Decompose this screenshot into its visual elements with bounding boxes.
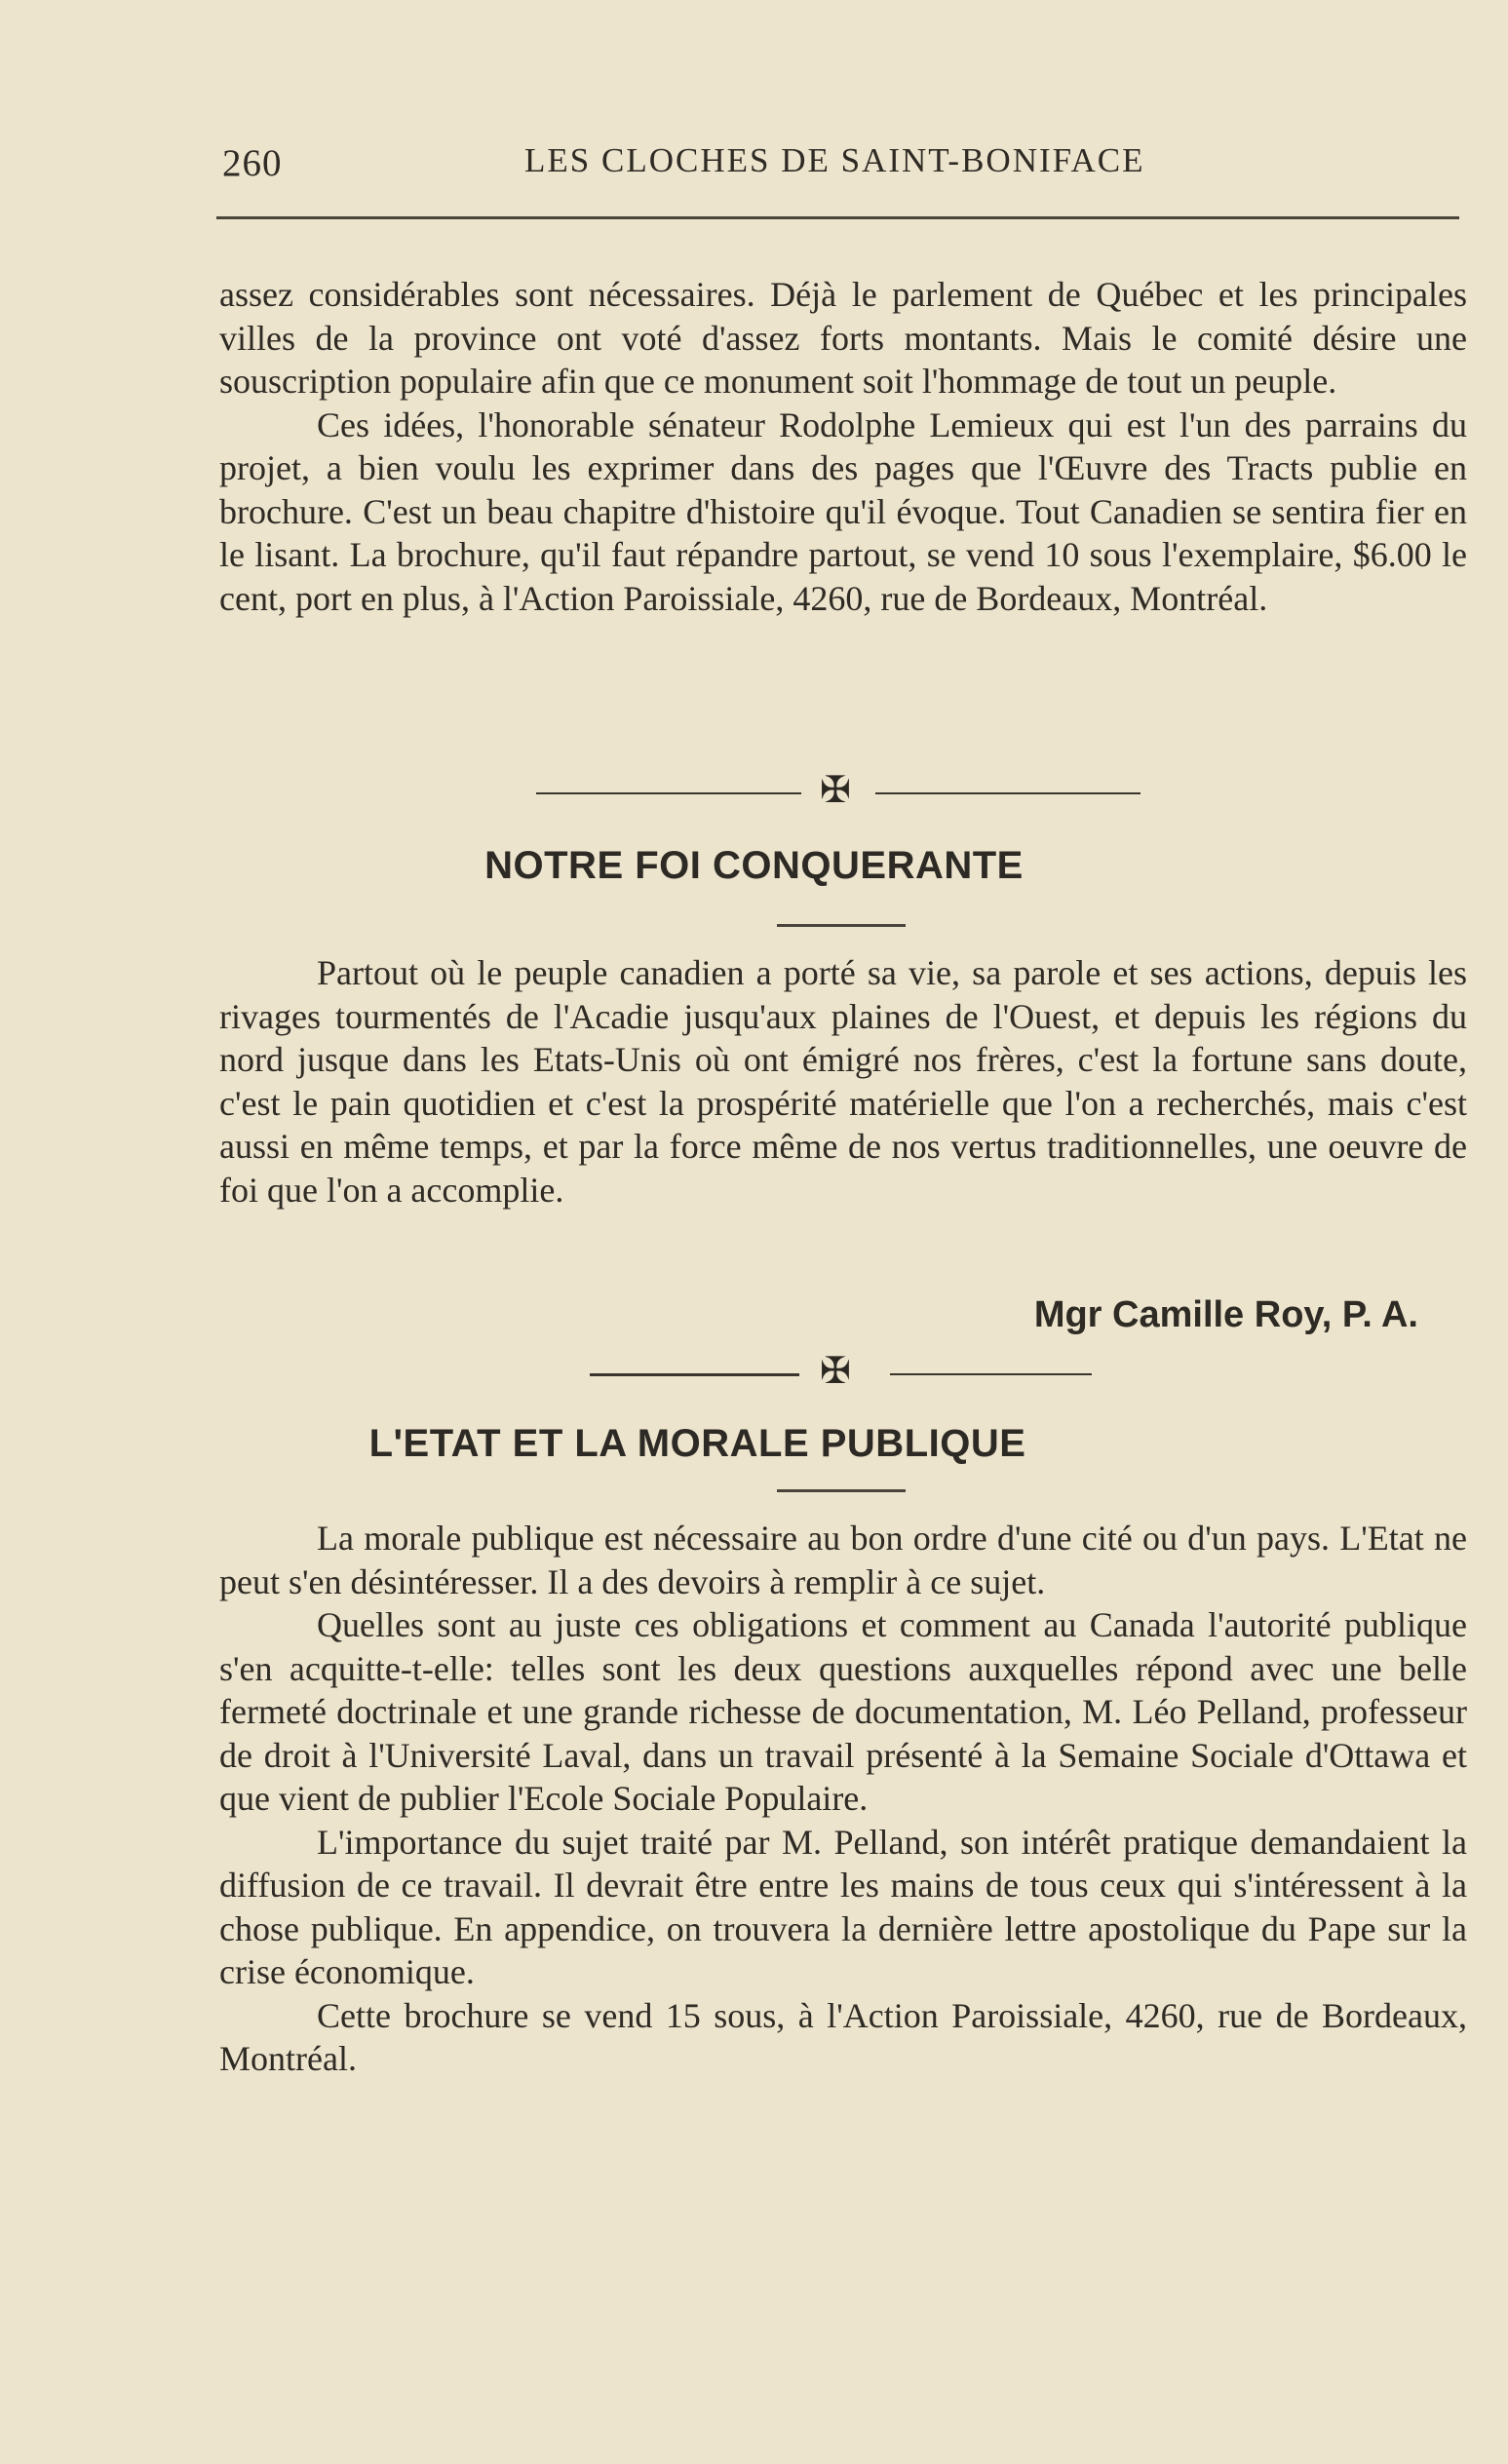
separator-2 <box>590 1349 1092 1394</box>
section1-paragraph-1: Partout où le peuple canadien a porté sa vie, sa parole et ses actions, depuis les rivages tourmentés de l'Acadie jusqu'aux plaines de l'Ouest, et depuis les régions du nord jusque dans les Etats-Unis où ont émigré nos frères, c'est la fortune sans doute, c'est le pain quotidien et c'est la prospérité matérielle que l'on a recherchés, mais c'est aussi en même temps, et par la force même de nos vertus traditionnelles, une oeuvre de foi que l'on a accomplie. <box>219 953 1467 1210</box>
intro-text <box>219 273 1467 620</box>
intro-paragraph-1: assez considérables sont nécessaires. Déjà le parlement de Québec et les principales villes de la province ont voté d'assez forts montants. Mais le comité désire une souscription populaire afin que ce monument soit l'hommage de tout un peuple. <box>219 275 1467 401</box>
page-header <box>222 141 1462 190</box>
separator-line-right <box>875 792 1141 794</box>
maltese-cross-icon: ✠ <box>820 768 851 811</box>
intro-paragraph-2: Ces idées, l'honorable sénateur Rodolphe Lemieux qui est l'un des parrains du projet, a bien voulu les exprimer dans des pages que l'Œuvre des Tracts publie en brochure. C'est un beau chapitre d'histoire qu'il évoque. Tout Canadien se sentira fier en le lisant. La brochure, qu'il faut répandre partout, se vend 10 sous l'exemplaire, $6.00 le cent, port en plus, à l'Action Paroissiale, 4260, rue de Bordeaux, Montréal. <box>219 404 1467 618</box>
maltese-cross-icon: ✠ <box>820 1349 851 1392</box>
page-number: 260 <box>222 142 283 184</box>
section2-text <box>219 1517 1467 2081</box>
section2-paragraph-1: La morale publique est nécessaire au bon ordre d'une cité ou d'un pays. L'Etat ne peut s'en désintéresser. Il a des devoirs à remplir à ce sujet. <box>219 1519 1467 1601</box>
signature: Mgr Camille Roy, P. A. <box>1033 1294 1418 1335</box>
title-underline-2 <box>777 1489 906 1492</box>
section1-text <box>219 951 1467 1212</box>
separator-line-left <box>590 1373 799 1376</box>
title-underline-1 <box>777 924 906 927</box>
section-title-notre-foi: NOTRE FOI CONQUERANTE <box>484 844 1024 887</box>
header-rule <box>216 216 1459 219</box>
running-title: LES CLOCHES DE SAINT-BONIFACE <box>524 141 1145 179</box>
section2-paragraph-4: Cette brochure se vend 15 sous, à l'Action Paroissiale, 4260, rue de Bordeaux, Montréal. <box>219 1995 1467 2078</box>
separator-line-right <box>890 1373 1092 1375</box>
section-title-etat-morale: L'ETAT ET LA MORALE PUBLIQUE <box>368 1422 1026 1465</box>
separator-1 <box>536 768 1141 813</box>
separator-line-left <box>536 792 801 794</box>
section2-paragraph-2: Quelles sont au juste ces obligations et comment au Canada l'autorité publique s'en acquitte-t-elle: telles sont les deux questions auxquelles répond avec une belle fermeté doctrinale et une grande richesse de documentation, M. Léo Pelland, professeur de droit à l'Université Laval, dans un travail présenté à la Semaine Sociale d'Ottawa et que vient de publier l'Ecole Sociale Populaire. <box>219 1605 1467 1818</box>
section2-paragraph-3: L'importance du sujet traité par M. Pelland, son intérêt pratique demandaient la diffusion de ce travail. Il devrait être entre les mains de tous ceux qui s'intéressent à la chose publique. En appendice, on trouvera la dernière lettre apostolique du Pape sur la crise économique. <box>219 1822 1467 1991</box>
